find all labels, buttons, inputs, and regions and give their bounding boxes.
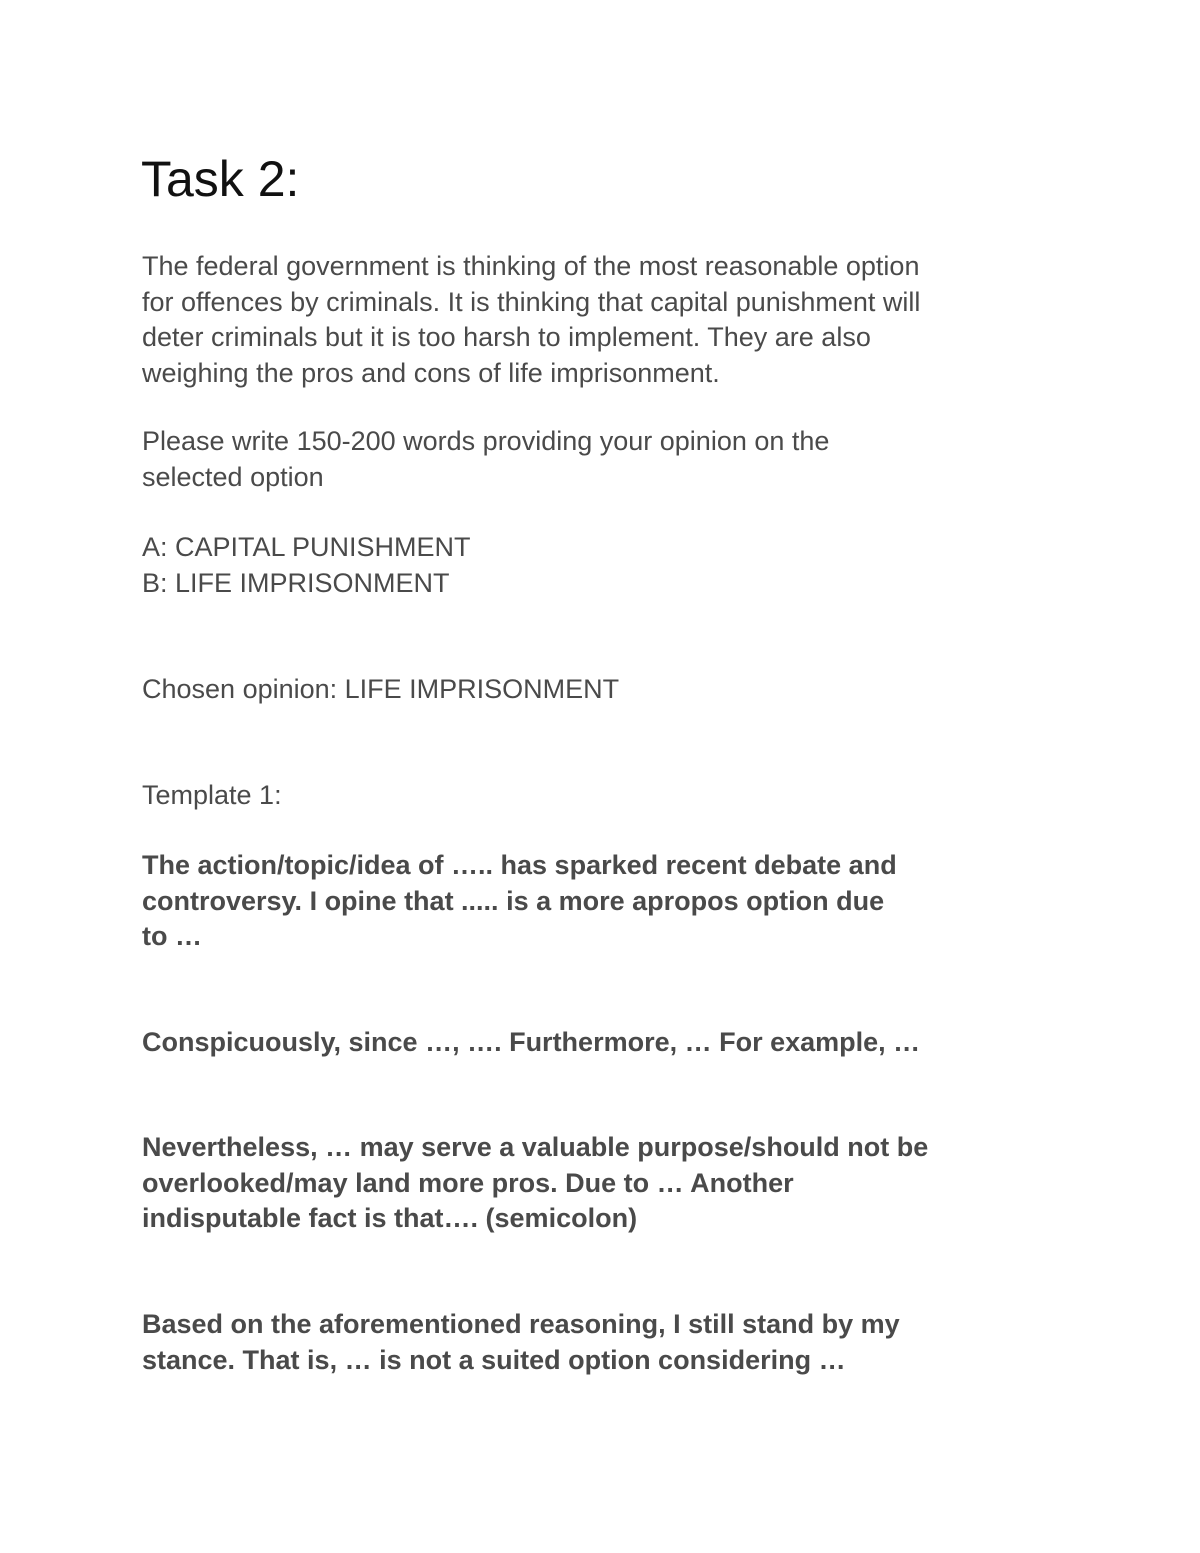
text-line: The federal government is thinking of the most reasonable option [142, 251, 920, 281]
chosen-opinion [142, 672, 1072, 708]
options-list [142, 530, 1072, 601]
text-line: indisputable fact is that…. (semicolon) [142, 1203, 638, 1233]
text-line: Nevertheless, … may serve a valuable purpose/should not be [142, 1132, 929, 1162]
instruction-paragraph [142, 424, 1072, 495]
template-paragraph-body-1 [142, 1025, 1072, 1061]
text-line: selected option [142, 461, 324, 492]
template-paragraph-intro [142, 848, 1072, 955]
text-line: The action/topic/idea of ….. has sparked recent debate and [142, 850, 897, 880]
text-line: for offences by criminals. It is thinking that capital punishment will [142, 286, 921, 317]
page-title: Task 2: [141, 151, 300, 207]
option-b: B: LIFE IMPRISONMENT [142, 567, 450, 598]
text-line: Based on the aforementioned reasoning, I still stand by my [142, 1309, 900, 1339]
text-line: weighing the pros and cons of life imprisonment. [142, 357, 720, 388]
text-line: Conspicuously, since …, …. Furthermore, … For example, … [142, 1027, 921, 1057]
text-line: stance. That is, … is not a suited option considering … [142, 1344, 846, 1375]
text-line: overlooked/may land more pros. Due to … Another [142, 1167, 794, 1198]
task-intro-paragraph [142, 249, 1072, 391]
text-line: Please write 150-200 words providing your opinion on the [142, 426, 830, 456]
template-label [142, 778, 1072, 814]
text-line: deter criminals but it is too harsh to implement. They are also [142, 322, 871, 352]
option-a: A: CAPITAL PUNISHMENT [142, 532, 471, 562]
text-line: controversy. I opine that ..... is a more apropos option due [142, 885, 885, 916]
text-line: to … [142, 921, 202, 951]
template-label-text: Template 1: [142, 780, 282, 810]
template-paragraph-body-2 [142, 1130, 1072, 1237]
template-paragraph-conclusion [142, 1307, 1072, 1378]
chosen-opinion-text: Chosen opinion: LIFE IMPRISONMENT [142, 674, 620, 704]
